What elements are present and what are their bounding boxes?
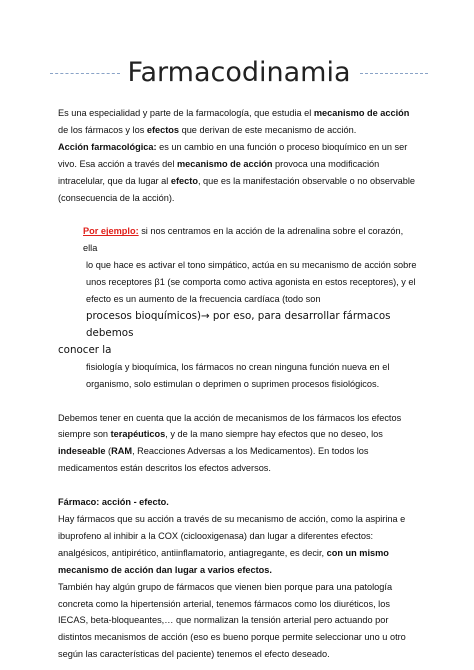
- pharmacological-action-paragraph: [58, 139, 418, 207]
- multiple-effects-paragraph: [58, 511, 418, 579]
- document-body: [58, 105, 418, 663]
- adverse-bold-undesirable: indeseable: [58, 446, 106, 457]
- example-line-3: unos receptores β1 (se comporta como activa agonista en estos receptores), y el: [86, 277, 416, 288]
- hypertension-paragraph: También hay algún grupo de fármacos que vienen bien porque para una patología concreta como la hipertensión arterial, tenemos fármacos como los diuréticos, los IECAS, beta-bloqueantes,… que normalizan la tensión arterial pero actuando por distintos mecanismos de acción (eso es bueno porque permite seleccionar uno u otro según las características del paciente) tenemos el efecto deseado.: [58, 581, 406, 660]
- intro-bold-mechanism: mecanismo de acción: [313, 108, 410, 118]
- example-line-7: fisiología y bioquímica, los fármacos no crean ninguna función nueva en el: [86, 361, 390, 372]
- action-text-3: , que es la manifestación observable o no observable (consecuencia de la acción).: [58, 175, 416, 203]
- action-bold-mechanism: mecanismo de acción: [177, 158, 273, 169]
- action-text-2: provoca una modificación intracelular, que da lugar al: [58, 158, 380, 186]
- example-line-5: procesos bioquímicos)→ por eso, para desarrollar fármacos debemos: [86, 309, 391, 339]
- adverse-bold-therapeutic: terapéuticos: [110, 429, 166, 440]
- multi-bold-conclusion: con un mismo mecanismo de acción dan lugar a varios efectos.: [58, 547, 389, 575]
- example-line-6: conocer la: [58, 343, 112, 356]
- section-heading: Fármaco: acción - efecto.: [58, 497, 169, 508]
- example-line-4: efecto es un aumento de la frecuencia cardíaca (todo son: [86, 294, 321, 305]
- action-bold-label: Acción farmacológica:: [58, 141, 157, 152]
- example-line-1: si nos centramos en la acción de la adrenalina sobre el corazón, ella: [83, 226, 404, 254]
- page-title: Farmacodinamia: [127, 57, 351, 88]
- adverse-text-3: (: [105, 446, 112, 457]
- multi-text-1: Hay fármacos que su acción a través de su mecanismo de acción, como la aspirina e ibuprofeno al inhibir a la COX (ciclooxigenasa) dan lugar a diferentes efectos: analgésicos, antipirético, antiinflamatorio, antiagregante, es decir,: [58, 514, 406, 558]
- example-block: [58, 223, 418, 392]
- adverse-bold-ram: RAM: [111, 446, 133, 457]
- adverse-effects-paragraph: [58, 410, 418, 478]
- adverse-text-4: , Reacciones Adversas a los Medicamentos). En todos los medicamentos están descritos los efectos adversos.: [58, 446, 369, 474]
- intro-text-2: de los fármacos y los: [58, 124, 147, 135]
- example-label: Por ejemplo:: [83, 226, 139, 237]
- intro-paragraph: [58, 105, 418, 139]
- adverse-text-2: , y de la mano siempre hay efectos que no deseo, los: [165, 429, 383, 440]
- intro-text-1: Es una especialidad y parte de la farmacología, que estudia el: [58, 108, 314, 118]
- example-line-8: organismo, solo estimulan o deprimen o suprimen procesos fisiológicos.: [86, 378, 380, 389]
- action-bold-effect: efecto: [170, 175, 198, 186]
- example-line-2: lo que hace es activar el tono simpático, actúa en su mecanismo de acción sobre: [86, 260, 417, 271]
- intro-text-3: que derivan de este mecanismo de acción.: [179, 124, 357, 135]
- action-text-1: es un cambio en una función o proceso bioquímico en un ser vivo. Esa acción a través del: [58, 141, 408, 169]
- intro-bold-effects: efectos: [146, 124, 180, 135]
- title-block: [50, 56, 428, 90]
- adverse-text-1: Debemos tener en cuenta que la acción de mecanismos de los fármacos los efectos siempre son: [58, 412, 402, 440]
